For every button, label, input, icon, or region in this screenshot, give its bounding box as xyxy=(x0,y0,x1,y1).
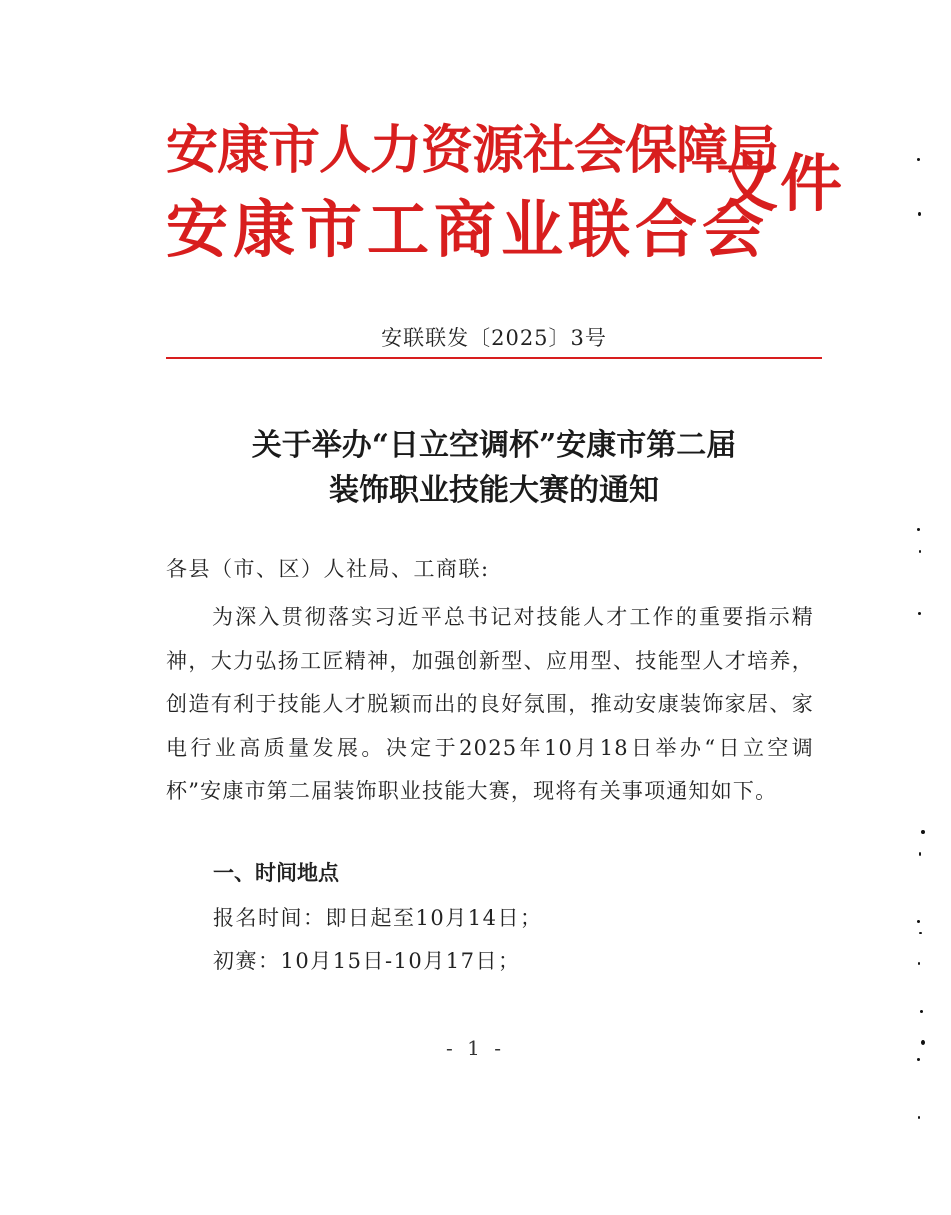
notice-title-line1: 关于举办“日立空调杯”安康市第二届 xyxy=(251,428,737,463)
scan-speck xyxy=(917,920,920,923)
document-number: 安联联发〔2025〕3号 xyxy=(381,326,607,350)
scan-speck xyxy=(921,830,925,834)
intro-paragraph: 为深入贯彻落实习近平总书记对技能人才工作的重要指示精神，大力弘扬工匠精神，加强创新型、应用型、技能型人才培养，创造有利于技能人才脱颖而出的良好氛围，推动安康装饰家居、家电行业高质量发展。决定于2025年10月18日举办“日立空调杯”安康市第二届装饰职业技能大赛，现将有关事项通知如下。 xyxy=(166,605,814,803)
scan-speck xyxy=(917,158,920,161)
scan-speck xyxy=(921,1040,925,1045)
scan-speck xyxy=(919,550,921,553)
section-heading-time-place: 一、时间地点 xyxy=(213,861,339,885)
issuing-org-hrss: 安康市人力资源社会保障局 xyxy=(166,121,779,181)
scan-speck xyxy=(920,1010,923,1013)
registration-time: 报名时间：即日起至10月14日； xyxy=(213,906,543,930)
notice-title-line2: 装饰职业技能大赛的通知 xyxy=(329,473,659,508)
scan-speck xyxy=(917,528,920,531)
addressee: 各县（市、区）人社局、工商联: xyxy=(166,557,490,581)
scan-speck xyxy=(917,1058,920,1061)
scan-speck xyxy=(918,612,921,615)
scan-speck xyxy=(919,932,922,934)
scan-speck xyxy=(918,1116,920,1119)
scan-speck xyxy=(918,212,921,216)
document-label: 文件 xyxy=(716,147,845,220)
preliminary-round-time: 初赛：10月15日-10月17日； xyxy=(213,949,521,973)
red-divider xyxy=(166,357,822,359)
issuing-org-federation: 安康市工商业联合会 xyxy=(166,193,770,266)
scan-speck xyxy=(919,852,921,856)
page-number: - 1 - xyxy=(446,1036,505,1060)
scan-speck xyxy=(918,962,920,965)
